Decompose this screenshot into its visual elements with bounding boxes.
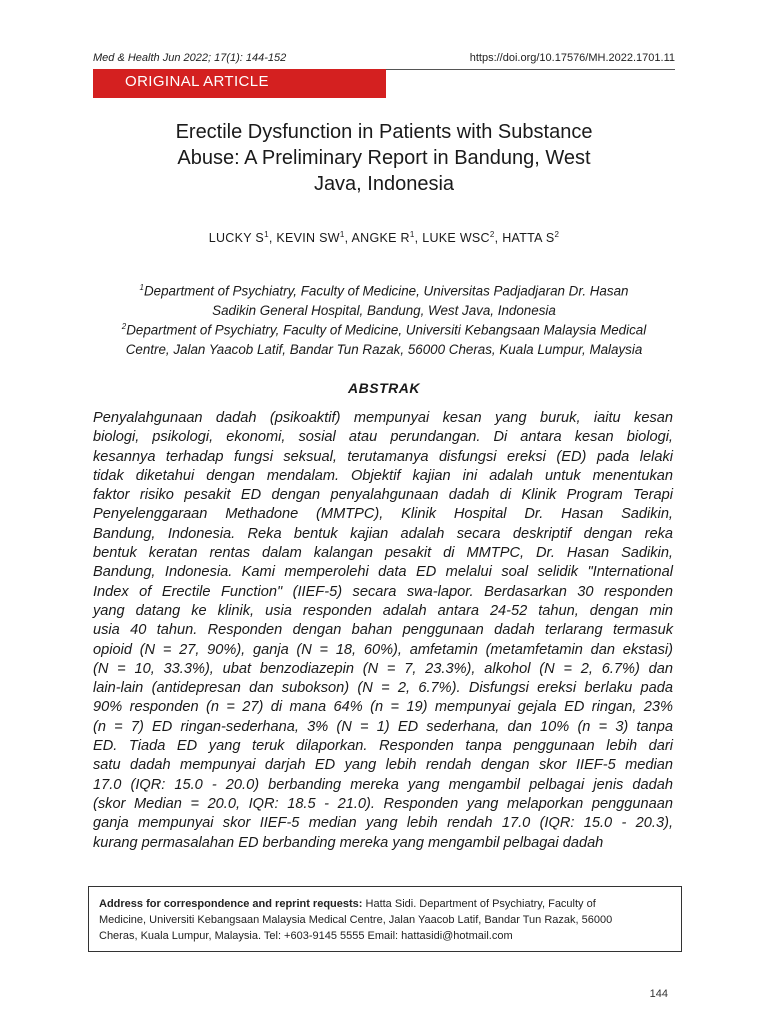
abstract-line: yang datang ke klinik, usia responden adalah antara 24-52 tahun, dengan min [93, 602, 673, 619]
affiliation-line: Centre, Jalan Yaacob Latif, Bandar Tun Razak, 56000 Cheras, Kuala Lumpur, Malaysia [125, 341, 643, 357]
author-name: HATTA S [502, 231, 555, 246]
abstract-line: Bandung, Indonesia. Reka bentuk kajian adalah secara deskriptif dengan reka [93, 525, 673, 542]
author-affiliation-mark: 2 [554, 230, 560, 239]
journal-citation: Med & Health Jun 2022; 17(1): 144-152 [93, 52, 287, 64]
author-name: LUCKY S [208, 231, 265, 246]
abstract-line: (n = 7) ED ringan-sederhana, 3% (N = 1) ED sederhana, dan 10% (n = 3) tanpa [93, 718, 673, 735]
article-type-label: ORIGINAL ARTICLE [125, 73, 269, 90]
affiliation-number: 2 [121, 322, 127, 331]
affiliation-line [93, 317, 675, 340]
abstract-body [93, 409, 673, 853]
abstract-line: opioid (N = 27, 90%), ganja (N = 18, 60%), amfetamin (metamfetamin dan ekstasi) [93, 641, 673, 658]
abstract-line: faktor risiko pesakit ED dengan penyalahgunaan dadah di Klinik Program Terapi [93, 487, 673, 504]
correspondence-label: Address for correspondence and reprint requests: [99, 898, 363, 910]
author-list: LUCKY $S^1$, KEVIN $SW^1$, ANGKE $R^1$, LUKE WSC$^2$, HATTA $S^2$ [208, 230, 560, 246]
affiliation-1 [93, 278, 675, 320]
header-rule [386, 69, 675, 70]
abstract-line: Index of Erectile Function" (IIEF-5) secara swa-lapor. Berdasarkan 30 responden [93, 583, 673, 600]
abstract-line: (N = 10, 33.3%), ubat benzodiazepin (N = 7, 23.3%), alkohol (N = 2, 6.7%) dan [93, 660, 673, 677]
abstract-line: kurang permasalahan ED berbanding mereka yang mengambil pelbagai dadah [93, 834, 604, 851]
affiliation-text: Department of Psychiatry, Faculty of Medicine, Universitas Padjadjaran Dr. Hasan [143, 283, 629, 299]
title-line: Abuse: A Preliminary Report in Bandung, West [177, 147, 591, 169]
abstract-heading: ABSTRAK [348, 380, 420, 396]
affiliation-number: 1 [139, 283, 144, 292]
abstract-line: ganja mempunyai skor IIEF-5 median yang lebih rendah 17.0 (IQR: 15.0 - 20.3), [93, 815, 673, 832]
abstract-line: kesannya terhadap fungsi seksual, terutamanya disfungsi ereksi (ED) pada lelaki [93, 448, 673, 465]
abstract-line: biologi, psikologi, ekonomi, sosial atau perundangan. Di antara kesan biologi, [93, 429, 673, 446]
abstract-line: Bandung, Indonesia. Kami memperolehi data ED melalui soal selidik "International [93, 564, 673, 581]
abstract-line: usia 40 tahun. Responden dengan bahan penggunaan dadah terlarang termasuk [93, 622, 673, 639]
article-type-banner [93, 69, 386, 98]
abstract-line: (skor Median = 20.0, IQR: 18.5 - 21.0). Responden yang melaporkan penggunaan [93, 795, 673, 812]
page-number: 144 [649, 988, 668, 1000]
abstract-line: lain-lain (antidepresan dan subokson) (N = 2, 6.7%). Disfungsi ereksi berlaku pada [93, 680, 673, 697]
doi-link[interactable]: https://doi.org/10.17576/MH.2022.1701.11 [469, 52, 675, 64]
title-line: Erectile Dysfunction in Patients with Substance [175, 121, 593, 143]
author-affiliation-mark: 1 [264, 230, 269, 239]
affiliation-text: Department of Psychiatry, Faculty of Medicine, Universiti Kebangsaan Malaysia Medical [126, 322, 647, 338]
author-name: LUKE WSC [422, 231, 490, 246]
affiliation-line: Sadikin General Hospital, Bandung, West Java, Indonesia [212, 302, 556, 318]
affiliation-2 [93, 317, 675, 359]
author-name: KEVIN SW [276, 231, 340, 246]
author-affiliation-mark: 1 [339, 230, 345, 239]
abstract-line: ED. Tiada ED yang teruk dilaporkan. Responden tanpa penggunaan lebih dari [93, 738, 673, 755]
abstract-line: Penyalahgunaan dadah (psikoaktif) mempunyai kesan yang buruk, iaitu kesan [93, 410, 673, 426]
correspondence-box [88, 886, 682, 952]
author-affiliation-mark: 1 [409, 230, 415, 239]
correspondence-line: Medicine, Universiti Kebangsaan Malaysia Medical Centre, Jalan Yaacob Latif, Bandar Tun Razak, 56000 [99, 914, 613, 926]
correspondence-line: Cheras, Kuala Lumpur, Malaysia. Tel: +603-9145 5555 Email: hattasidi@hotmail.com [99, 930, 513, 942]
abstract-line: 17.0 (IQR: 15.0 - 20.0) berbanding mereka yang mengambil pelbagai jenis dadah [93, 776, 673, 793]
abstract-line: Penyelenggaraan Methadone (MMTPC), Klinik Hospital Dr. Hasan Sadikin, [93, 506, 673, 523]
author-name: ANGKE R [351, 231, 410, 246]
affiliation-line [93, 278, 675, 301]
abstract-line: bentuk keratan rentas dalam kalangan pesakit di MMTPC, Dr. Hasan Sadikin, [93, 545, 673, 562]
article-title [120, 119, 648, 197]
correspondence-line [99, 896, 671, 912]
correspondence-text: Hatta Sidi. Department of Psychiatry, Faculty of [362, 898, 596, 910]
abstract-line: satu dadah mempunyai darjah ED yang lebih rendah dengan skor IIEF-5 median [93, 757, 673, 774]
abstract-line: tidak diketahui dengan mendalam. Objektif kajian ini adalah untuk menentukan [93, 467, 673, 484]
title-line: Java, Indonesia [313, 173, 455, 195]
abstract-line: 90% responden (n = 27) di mana 64% (n = 19) mempunyai gejala ED ringan, 23% [93, 699, 673, 716]
author-affiliation-mark: 2 [489, 230, 495, 239]
